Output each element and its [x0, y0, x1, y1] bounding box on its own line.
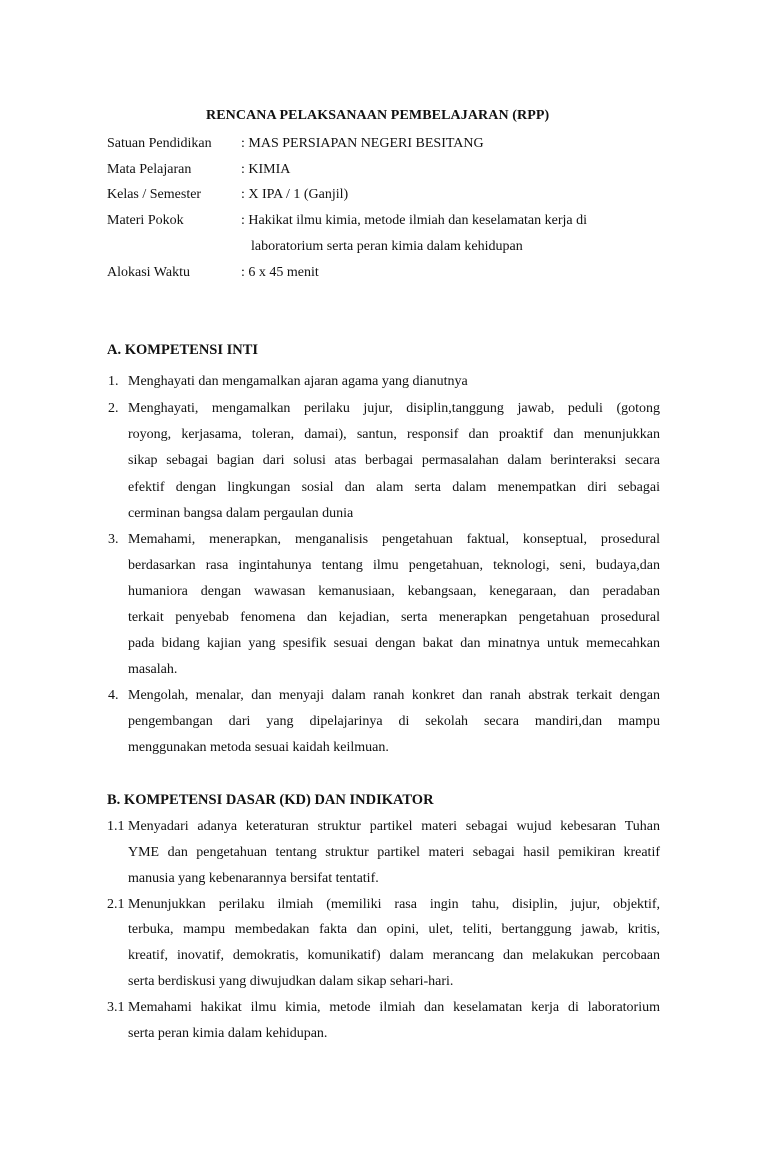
kd-1-1-line: manusia yang kebenarannya bersifat tentatif. [128, 871, 379, 886]
identity-label-kelas: Kelas / Semester [107, 187, 202, 202]
identity-label-alokasi: Alokasi Waktu [107, 265, 190, 280]
identity-label-materi: Materi Pokok [107, 213, 184, 228]
ki-4-line: pengembangan dari yang dipelajarinya di sekolah secara mandiri,dan mampu [128, 714, 660, 729]
ki-1-number: 1. [108, 374, 119, 389]
identity-value-kelas: : X IPA / 1 (Ganjil) [241, 187, 349, 202]
kd-1-1-number: 1.1 [107, 819, 125, 834]
ki-2-line: Menghayati, mengamalkan perilaku jujur, disiplin,tanggung jawab, peduli (gotong [128, 401, 660, 416]
ki-2-line: royong, kerjasama, toleran, damai), santun, responsif dan proaktif dan menunjukkan [128, 427, 660, 442]
ki-2-number: 2. [108, 401, 119, 416]
ki-3-line: masalah. [128, 662, 178, 677]
document-title: RENCANA PELAKSANAAN PEMBELAJARAN (RPP) [206, 108, 550, 123]
ki-2-line: cerminan bangsa dalam pergaulan dunia [128, 506, 354, 521]
ki-3-line: berdasarkan rasa ingintahunya tentang ilmu pengetahuan, teknologi, seni, budaya,dan [128, 558, 660, 573]
ki-2-line: efektif dengan lingkungan sosial dan alam serta dalam menempatkan diri sebagai [128, 480, 660, 495]
kd-2-1-line: serta berdiskusi yang diwujudkan dalam sikap sehari-hari. [128, 974, 454, 989]
identity-value-satuan: : MAS PERSIAPAN NEGERI BESITANG [241, 136, 484, 151]
section-a-heading: A. KOMPETENSI INTI [107, 342, 259, 358]
kd-1-1-line: Menyadari adanya keteraturan struktur partikel materi sebagai wujud kebesaran Tuhan [128, 819, 660, 834]
kd-1-1-line: YME dan pengetahuan tentang struktur partikel materi sebagai hasil pemikiran kreatif [128, 845, 660, 860]
identity-value-materi: : Hakikat ilmu kimia, metode ilmiah dan keselamatan kerja di [241, 213, 588, 228]
section-b-heading: B. KOMPETENSI DASAR (KD) DAN INDIKATOR [107, 792, 434, 808]
identity-label-satuan: Satuan Pendidikan [107, 136, 212, 151]
identity-label-mapel: Mata Pelajaran [107, 162, 192, 177]
kd-3-1-line: Memahami hakikat ilmu kimia, metode ilmiah dan keselamatan kerja di laboratorium [128, 1000, 660, 1015]
identity-value-mapel: : KIMIA [241, 162, 291, 177]
kd-3-1-line: serta peran kimia dalam kehidupan. [128, 1026, 328, 1041]
identity-value-alokasi: : 6 x 45 menit [241, 265, 319, 280]
ki-3-line: pada bidang kajian yang spesifik sesuai dengan bakat dan minatnya untuk memecahkan [128, 636, 660, 651]
ki-4-line: menggunakan metoda sesuai kaidah keilmuan. [128, 740, 389, 755]
kd-2-1-line: Menunjukkan perilaku ilmiah (memiliki rasa ingin tahu, disiplin, jujur, objektif, [128, 897, 660, 912]
ki-3-line: Memahami, menerapkan, menganalisis pengetahuan faktual, konseptual, prosedural [128, 532, 660, 547]
kd-2-1-number: 2.1 [107, 897, 125, 912]
ki-3-number: 3. [108, 532, 119, 547]
ki-2-line: sikap sebagai bagian dari solusi atas berbagai permasalahan dalam berinteraksi secara [128, 453, 660, 468]
kd-2-1-line: kreatif, inovatif, demokratis, komunikatif) dalam merancang dan melakukan percobaan [128, 948, 660, 963]
ki-3-line: terkait penyebab fenomena dan kejadian, serta menerapkan pengetahuan prosedural [128, 610, 660, 625]
ki-1-line: Menghayati dan mengamalkan ajaran agama yang dianutnya [128, 374, 468, 389]
ki-4-number: 4. [108, 688, 119, 703]
identity-value-materi-continued: laboratorium serta peran kimia dalam kehidupan [251, 239, 523, 254]
ki-4-line: Mengolah, menalar, dan menyaji dalam ranah konkret dan ranah abstrak terkait dengan [128, 688, 660, 703]
ki-3-line: humaniora dengan wawasan kemanusiaan, kebangsaan, kenegaraan, dan peradaban [128, 584, 660, 599]
kd-2-1-line: terbuka, mampu membedakan fakta dan opini, ulet, teliti, bertanggung jawab, kritis, [128, 922, 660, 937]
kd-3-1-number: 3.1 [107, 1000, 125, 1015]
